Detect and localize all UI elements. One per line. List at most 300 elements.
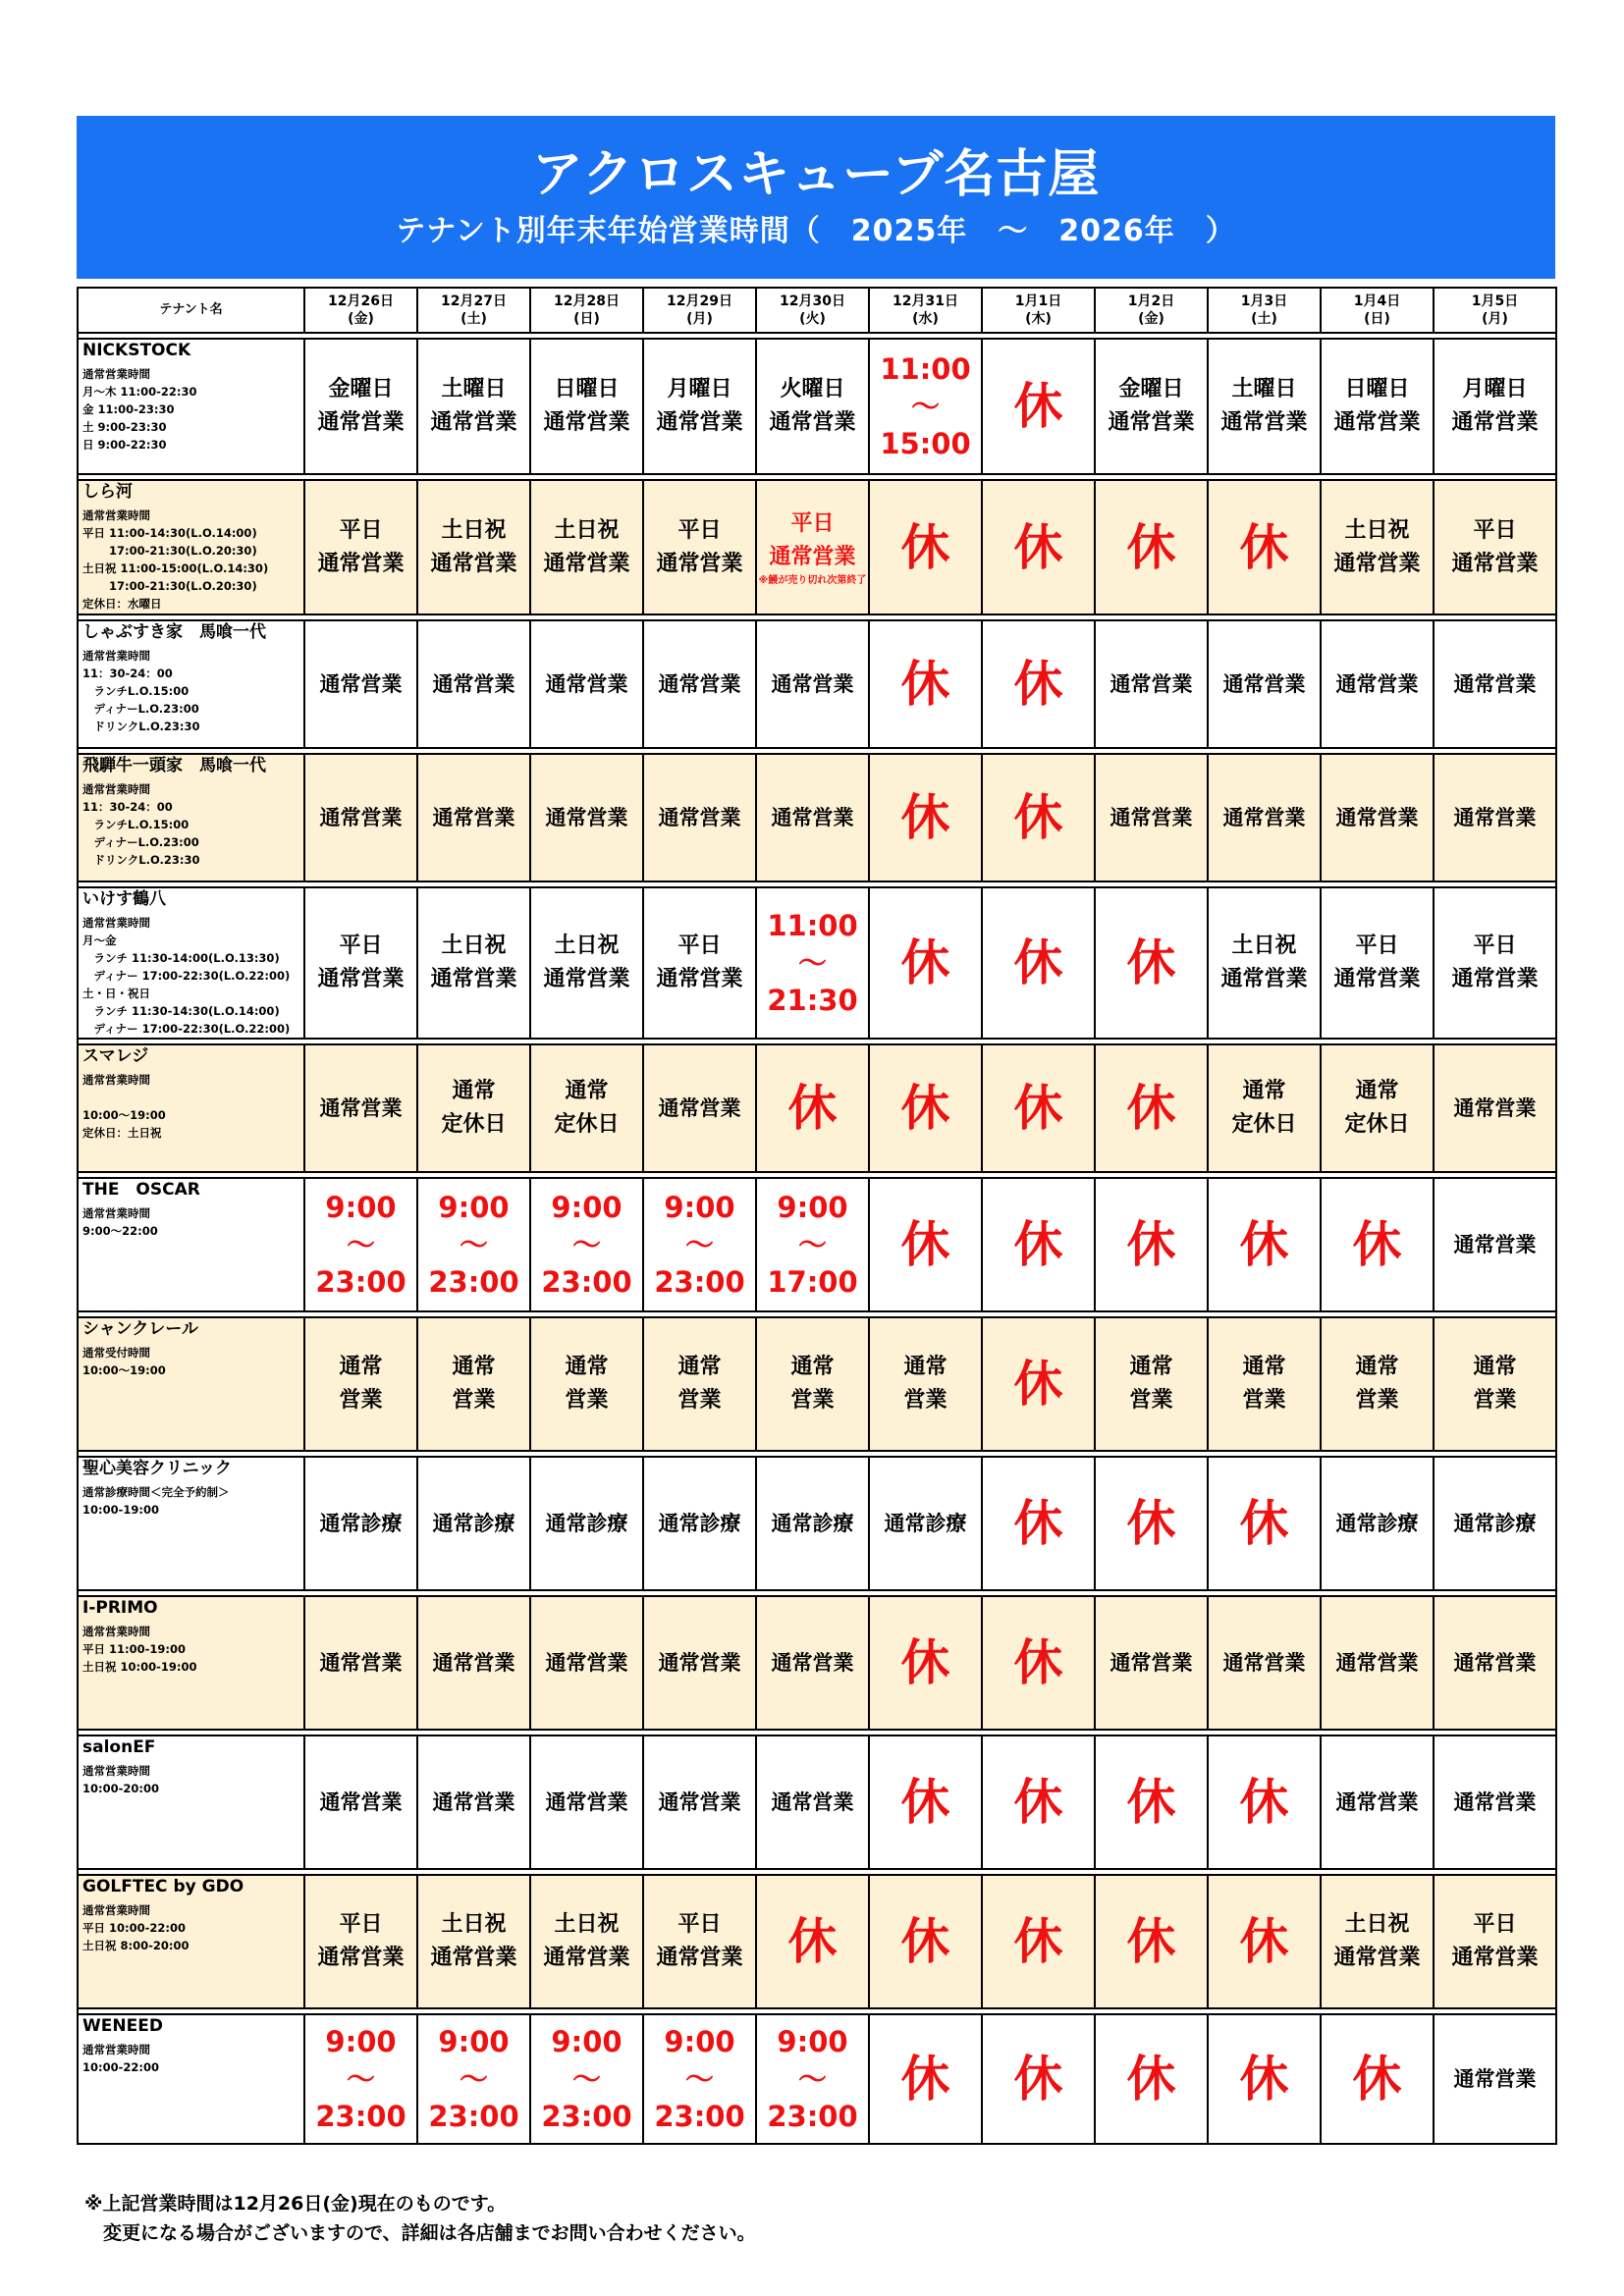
status-text: 通常営業	[1453, 1790, 1537, 1814]
day-status-cell	[869, 1178, 982, 1311]
status-text: 通常営業	[656, 1946, 743, 1970]
weekday-label: (金)	[1138, 311, 1164, 327]
business-hours-line: 通常営業時間	[82, 508, 150, 522]
status-text: 通常営業	[1453, 806, 1537, 829]
day-status-cell	[1321, 1596, 1434, 1730]
special-hours: 9:00	[551, 2025, 623, 2058]
business-hours-line: 17:00-21:30(L.O.20:30)	[82, 579, 257, 593]
closed-mark: 休	[1126, 1216, 1176, 1273]
day-status-cell	[1321, 1875, 1434, 2008]
status-text: 通常診療	[771, 1512, 854, 1535]
business-hours-line: ランチL.O.15:00	[82, 818, 189, 831]
status-text: 通常営業	[1110, 1651, 1193, 1675]
date-header	[530, 288, 643, 333]
closed-mark: 休	[1013, 1634, 1063, 1691]
date-label: 12月29日	[667, 294, 732, 309]
day-status-cell	[304, 620, 417, 748]
status-text: 通常営業	[432, 672, 515, 696]
weekday-label: (月)	[1482, 311, 1508, 327]
status-text: 平日	[339, 517, 383, 543]
tenant-row	[78, 1457, 1556, 1590]
business-hours-line: 通常受付時間	[82, 1346, 150, 1360]
weekday-label: (月)	[686, 311, 713, 327]
day-status-cell	[756, 1735, 869, 1869]
day-status-cell	[869, 1044, 982, 1172]
day-status-cell	[869, 480, 982, 614]
business-hours-line: 土日祝 10:00-19:00	[82, 1660, 197, 1674]
day-status-cell	[982, 620, 1095, 748]
status-text: 通常営業	[432, 1651, 515, 1675]
tenant-row	[78, 1044, 1556, 1172]
status-text: 土日祝	[554, 1912, 620, 1937]
status-text: 定休日	[554, 1112, 620, 1137]
weekday-label: (木)	[1025, 311, 1052, 327]
closed-mark: 休	[1126, 1080, 1176, 1137]
day-status-cell	[1321, 1044, 1434, 1172]
day-status-cell	[1095, 1044, 1208, 1172]
day-status-cell	[1208, 1044, 1321, 1172]
status-text: 通常	[565, 1355, 609, 1379]
day-status-cell	[1434, 1596, 1556, 1730]
tenant-row	[78, 1875, 1556, 2008]
business-hours-line: 通常営業時間	[82, 1073, 150, 1087]
date-header	[1208, 288, 1321, 333]
status-text: 営業	[1355, 1388, 1399, 1413]
date-label: 12月27日	[441, 294, 507, 309]
business-hours-line: 日 9:00-22:30	[82, 438, 167, 452]
business-hours-line: 通常営業時間	[82, 782, 150, 796]
status-text: 通常営業	[1335, 1651, 1419, 1675]
day-status-cell	[1321, 1457, 1434, 1590]
day-status-cell	[1434, 339, 1556, 474]
tenant-name: 聖心美容クリニック	[82, 1459, 232, 1478]
closed-mark: 休	[900, 656, 950, 713]
tenant-name: I-PRIMO	[82, 1598, 158, 1618]
special-hours: ～	[797, 1228, 827, 1261]
status-text: 通常営業	[658, 806, 741, 829]
closed-mark: 休	[900, 934, 950, 991]
closed-mark: 休	[1013, 518, 1063, 576]
day-status-cell	[756, 480, 869, 614]
closed-mark: 休	[900, 1634, 950, 1691]
day-status-cell	[417, 480, 530, 614]
closed-mark: 休	[1013, 1216, 1063, 1273]
day-status-cell	[643, 339, 756, 474]
status-text: 通常営業	[771, 1651, 854, 1675]
business-hours-line: ドリンクL.O.23:30	[82, 720, 200, 733]
day-status-cell	[643, 754, 756, 881]
day-status-cell	[1095, 1596, 1208, 1730]
closed-mark: 休	[1352, 1216, 1402, 1273]
date-header	[982, 288, 1095, 333]
closed-mark: 休	[900, 1216, 950, 1273]
tenant-name: salonEF	[82, 1737, 156, 1757]
status-text: 土曜日	[441, 377, 507, 401]
status-text: 通常診療	[545, 1512, 628, 1535]
status-text: 通常営業	[430, 1946, 517, 1970]
status-text: 月曜日	[667, 377, 732, 401]
date-header	[417, 288, 530, 333]
day-status-cell	[304, 1044, 417, 1172]
day-status-cell	[304, 1178, 417, 1311]
special-hours: 23:00	[428, 2100, 519, 2133]
closed-mark: 休	[1352, 2051, 1402, 2108]
date-label: 12月26日	[328, 294, 394, 309]
status-text: 通常営業	[1110, 672, 1193, 696]
day-status-cell	[982, 1457, 1095, 1590]
status-text: 通常営業	[1453, 672, 1537, 696]
status-text: 通常営業	[1453, 1096, 1537, 1120]
closed-mark: 休	[1013, 934, 1063, 991]
date-label: 1月3日	[1240, 294, 1288, 309]
tenant-info-cell	[78, 1457, 304, 1590]
day-status-cell	[869, 620, 982, 748]
special-hours: 23:00	[654, 1265, 745, 1299]
business-hours-line: 通常営業時間	[82, 1625, 150, 1638]
business-hours-line: ディナー 17:00-22:30(L.O.22:00)	[82, 1022, 291, 1036]
day-status-cell	[982, 1178, 1095, 1311]
table-body	[78, 333, 1556, 2144]
status-text: 通常	[565, 1079, 609, 1103]
special-hours: 23:00	[541, 1265, 632, 1299]
status-text: 通常	[1473, 1355, 1517, 1379]
status-text: 平日	[339, 934, 383, 958]
day-status-cell	[643, 887, 756, 1039]
closed-mark: 休	[1126, 518, 1176, 576]
tenant-info-cell	[78, 2014, 304, 2144]
closed-mark: 休	[900, 2051, 950, 2108]
day-status-cell	[1208, 620, 1321, 748]
date-header	[643, 288, 756, 333]
day-status-cell	[417, 1875, 530, 2008]
business-hours-line: 通常営業時間	[82, 1764, 150, 1778]
tenant-name: しら河	[82, 482, 133, 502]
day-status-cell	[1434, 620, 1556, 748]
closed-mark: 休	[1013, 1774, 1063, 1831]
status-text: 日曜日	[554, 377, 620, 401]
day-status-cell	[304, 2014, 417, 2144]
tenant-info-cell	[78, 1735, 304, 1869]
business-hours-line: 平日 11:00-14:30(L.O.14:00)	[82, 526, 257, 540]
status-text: 通常営業	[430, 551, 517, 576]
day-status-cell	[1095, 1735, 1208, 1869]
status-text: 通常営業	[1453, 1233, 1537, 1256]
status-text: 営業	[452, 1388, 496, 1413]
day-status-cell	[756, 1875, 869, 2008]
page-title: アクロスキューブ名古屋	[531, 145, 1101, 204]
day-status-cell	[530, 339, 643, 474]
tenant-info-cell	[78, 1044, 304, 1172]
date-label: 1月2日	[1127, 294, 1175, 309]
weekday-label: (日)	[1364, 311, 1390, 327]
day-status-cell	[643, 1178, 756, 1311]
day-status-cell	[643, 1875, 756, 2008]
day-status-cell	[1321, 1178, 1434, 1311]
tenant-info-cell	[78, 754, 304, 881]
status-text: 定休日	[441, 1112, 507, 1137]
day-status-cell	[530, 887, 643, 1039]
day-status-cell	[982, 2014, 1095, 2144]
date-label: 12月28日	[554, 294, 620, 309]
tenant-row	[78, 339, 1556, 474]
day-status-cell	[530, 1178, 643, 1311]
day-status-cell	[1208, 1317, 1321, 1451]
day-status-cell	[869, 1596, 982, 1730]
special-hours: 23:00	[767, 2100, 858, 2133]
day-status-cell	[1095, 480, 1208, 614]
status-text: 通常営業	[319, 672, 403, 696]
day-status-cell	[304, 1457, 417, 1590]
status-text: 通常営業	[432, 806, 515, 829]
day-status-cell	[1208, 2014, 1321, 2144]
weekday-label: (金)	[348, 311, 374, 327]
status-text: 通常営業	[658, 1096, 741, 1120]
tenant-info-cell	[78, 1596, 304, 1730]
day-status-cell	[1095, 754, 1208, 881]
business-hours-line: 定休日：水曜日	[82, 597, 162, 611]
day-status-cell	[417, 1317, 530, 1451]
status-text: 定休日	[1231, 1112, 1297, 1137]
tenant-name: 飛騨牛一頭家 馬喰一代	[82, 756, 266, 775]
business-hours-line: 10:00-22:00	[82, 2060, 159, 2074]
status-text: 通常営業	[1222, 672, 1306, 696]
special-hours: 23:00	[315, 2100, 406, 2133]
business-hours-line: 通常営業時間	[82, 2043, 150, 2056]
business-hours-line: 月～木 11:00-22:30	[82, 385, 197, 399]
closed-mark: 休	[1126, 1913, 1176, 1970]
status-text: 月曜日	[1462, 377, 1528, 401]
day-status-cell	[756, 1178, 869, 1311]
status-text: 土日祝	[1344, 1912, 1410, 1937]
business-hours-line: ランチ 11:30-14:30(L.O.14:00)	[82, 1004, 280, 1018]
status-text: 金曜日	[1118, 377, 1184, 401]
special-hours: 23:00	[428, 1265, 519, 1299]
special-hours: 23:00	[654, 2100, 745, 2133]
day-status-cell	[417, 1596, 530, 1730]
day-status-cell	[1321, 754, 1434, 881]
day-status-cell	[643, 1457, 756, 1590]
day-status-cell	[1321, 1317, 1434, 1451]
tenant-name: THE OSCAR	[82, 1180, 200, 1200]
special-hours: ～	[684, 1228, 714, 1261]
day-status-cell	[643, 1317, 756, 1451]
day-status-cell	[1434, 887, 1556, 1039]
tenant-name: シャンクレール	[82, 1319, 198, 1339]
special-hours: 11:00	[880, 352, 971, 386]
tenant-row	[78, 1317, 1556, 1451]
day-status-cell	[1321, 2014, 1434, 2144]
business-hours-line: 土日祝 11:00-15:00(L.O.14:30)	[82, 561, 269, 575]
tenant-info-cell	[78, 1875, 304, 2008]
day-status-cell	[982, 339, 1095, 474]
status-text: 通常診療	[319, 1512, 403, 1535]
status-text: 通常営業	[317, 967, 405, 991]
status-text: 通常営業	[1333, 967, 1421, 991]
day-status-cell	[756, 1596, 869, 1730]
date-header	[1095, 288, 1208, 333]
day-status-cell	[530, 480, 643, 614]
day-status-cell	[982, 480, 1095, 614]
business-hours-line: 通常営業時間	[82, 916, 150, 930]
tenant-name: GOLFTEC by GDO	[82, 1877, 244, 1896]
table-header-row	[78, 288, 1556, 333]
day-status-cell	[756, 1457, 869, 1590]
status-text: 通常	[677, 1355, 722, 1379]
weekday-label: (土)	[1251, 311, 1277, 327]
status-text: 通常営業	[543, 967, 630, 991]
business-hours-line: 金 11:00-23:30	[82, 402, 175, 416]
status-text: 通常営業	[1222, 806, 1306, 829]
special-hours: 9:00	[551, 1191, 623, 1224]
closed-mark: 休	[1013, 1356, 1063, 1413]
day-status-cell	[869, 1457, 982, 1590]
special-hours: ～	[459, 1228, 488, 1261]
status-text: 通常営業	[1451, 551, 1539, 576]
tenant-row	[78, 1735, 1556, 1869]
business-hours-line: 月～金	[82, 934, 117, 947]
closed-mark: 休	[1239, 518, 1289, 576]
day-status-cell	[1434, 1735, 1556, 1869]
day-status-cell	[756, 754, 869, 881]
day-status-cell	[1208, 339, 1321, 474]
special-hours: ～	[346, 2062, 375, 2096]
tenant-info-cell	[78, 339, 304, 474]
date-label: 1月4日	[1353, 294, 1401, 309]
status-text: 通常営業	[317, 551, 405, 576]
tenant-row	[78, 887, 1556, 1039]
tenant-row	[78, 754, 1556, 881]
day-status-cell	[1321, 1735, 1434, 1869]
business-hours-line: ディナーL.O.23:00	[82, 702, 199, 716]
status-text: 平日	[677, 517, 722, 543]
tenant-name: しゃぶすき家 馬喰一代	[82, 622, 266, 642]
status-text: 通常	[903, 1355, 947, 1379]
date-header	[1321, 288, 1434, 333]
date-label: 12月31日	[893, 294, 958, 309]
business-hours-line: 通常営業時間	[82, 1903, 150, 1917]
weekday-label: (火)	[799, 311, 826, 327]
status-text: 通常	[1242, 1355, 1286, 1379]
special-hours: ～	[797, 2062, 827, 2096]
day-status-cell	[417, 1044, 530, 1172]
header-banner	[77, 116, 1555, 279]
day-status-cell	[417, 620, 530, 748]
special-hours: 15:00	[880, 427, 971, 460]
closed-mark: 休	[1126, 934, 1176, 991]
status-text: 通常営業	[543, 551, 630, 576]
day-status-cell	[869, 2014, 982, 2144]
day-status-cell	[1095, 1178, 1208, 1311]
day-status-cell	[756, 887, 869, 1039]
day-status-cell	[417, 2014, 530, 2144]
weekday-label: (土)	[460, 311, 487, 327]
status-text: 通常営業	[656, 967, 743, 991]
day-status-cell	[1434, 1044, 1556, 1172]
day-status-cell	[417, 339, 530, 474]
status-text: 営業	[565, 1388, 609, 1413]
tenant-info-cell	[78, 1317, 304, 1451]
day-status-cell	[1208, 480, 1321, 614]
special-hours: 9:00	[664, 1191, 735, 1224]
business-hours-line: ディナーL.O.23:00	[82, 835, 199, 849]
day-status-cell	[1095, 339, 1208, 474]
day-status-cell	[1208, 1875, 1321, 2008]
day-status-cell	[1321, 620, 1434, 748]
day-status-cell	[1321, 339, 1434, 474]
business-hours-line: ランチL.O.15:00	[82, 684, 189, 698]
tenant-row	[78, 2014, 1556, 2144]
status-text: 土日祝	[441, 1912, 507, 1937]
status-text: 定休日	[1344, 1112, 1410, 1137]
status-text: 通常営業	[771, 806, 854, 829]
status-text: 通常営業	[1335, 806, 1419, 829]
day-status-cell	[756, 2014, 869, 2144]
business-hours-line: 10:00～19:00	[82, 1108, 166, 1122]
status-text: 通常営業	[319, 806, 403, 829]
date-label: 1月1日	[1014, 294, 1062, 309]
status-text: 通常営業	[543, 410, 630, 435]
status-text: 通常営業	[769, 545, 856, 569]
day-status-cell	[304, 754, 417, 881]
status-text: 通常営業	[1108, 410, 1195, 435]
status-text: 通常	[452, 1355, 496, 1379]
day-status-cell	[982, 1596, 1095, 1730]
status-text: 通常営業	[658, 1651, 741, 1675]
status-text: 通常営業	[1220, 967, 1308, 991]
status-text: 通常診療	[1335, 1512, 1419, 1535]
closed-mark: 休	[1013, 656, 1063, 713]
business-hours-line: 土 9:00-23:30	[82, 420, 167, 434]
day-status-cell	[304, 480, 417, 614]
closed-mark: 休	[1013, 2051, 1063, 2108]
business-hours-line: 17:00-21:30(L.O.20:30)	[82, 544, 257, 558]
day-status-cell	[1321, 480, 1434, 614]
status-text: 通常営業	[1220, 410, 1308, 435]
status-text: 通常診療	[1453, 1512, 1537, 1535]
day-status-cell	[1208, 1178, 1321, 1311]
status-text: 営業	[790, 1388, 835, 1413]
day-status-cell	[982, 754, 1095, 881]
business-hours-line: 10:00～19:00	[82, 1363, 166, 1377]
day-status-cell	[982, 887, 1095, 1039]
status-text: 通常営業	[769, 410, 856, 435]
special-hours: 9:00	[325, 2025, 397, 2058]
day-status-cell	[869, 339, 982, 474]
status-text: 通常営業	[1335, 1790, 1419, 1814]
status-text: 営業	[1242, 1388, 1286, 1413]
status-text: 通常営業	[1451, 1946, 1539, 1970]
special-hours: ～	[459, 2062, 488, 2096]
closed-mark: 休	[1239, 1774, 1289, 1831]
business-hours-line: 通常営業時間	[82, 1206, 150, 1220]
day-status-cell	[530, 754, 643, 881]
day-status-cell	[869, 1735, 982, 1869]
closed-mark: 休	[1013, 1080, 1063, 1137]
tenant-info-cell	[78, 887, 304, 1039]
tenant-info-cell	[78, 620, 304, 748]
day-status-cell	[1434, 754, 1556, 881]
special-hours: 9:00	[325, 1191, 397, 1224]
status-text: 通常営業	[1333, 1946, 1421, 1970]
status-text: 通常診療	[884, 1512, 967, 1535]
closed-mark: 休	[1239, 1216, 1289, 1273]
status-text: 通常	[790, 1355, 835, 1379]
status-text: 土日祝	[441, 934, 507, 958]
day-status-cell	[982, 1317, 1095, 1451]
day-status-cell	[869, 887, 982, 1039]
schedule-table	[77, 287, 1557, 2145]
day-status-cell	[1208, 1596, 1321, 1730]
